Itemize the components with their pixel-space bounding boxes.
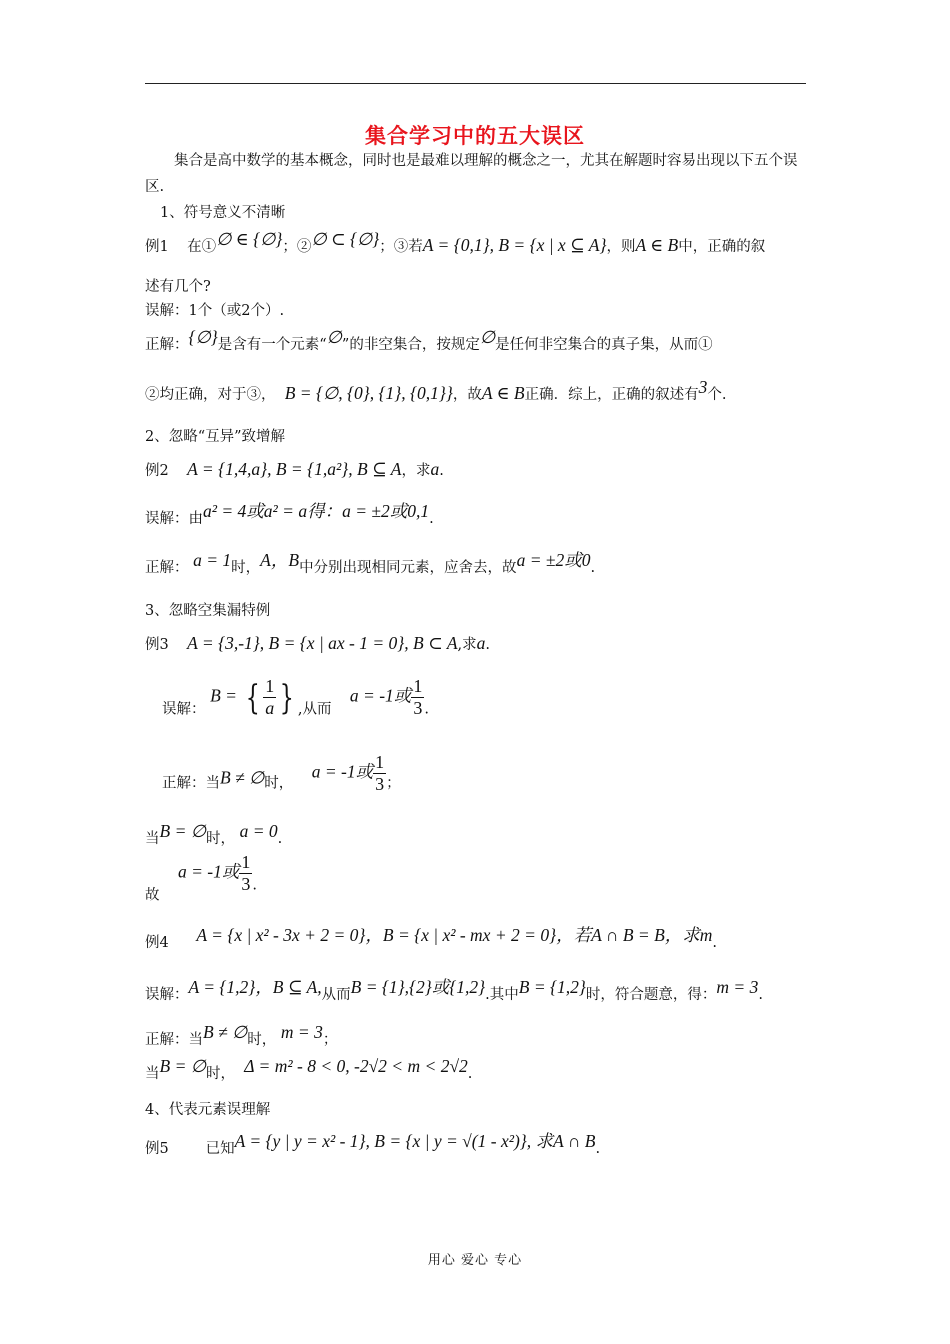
math: B = {1},{2}或{1,2} <box>350 977 486 997</box>
math: B ≠ ∅ <box>203 1022 248 1042</box>
math: B ≠ ∅ <box>220 767 265 788</box>
math: B = ∅ <box>159 821 206 841</box>
right-solution: 正解：{∅}是含有一个元素“∅”的非空集合，按规定∅是任何非空集合的真子集，从而① <box>145 327 713 353</box>
right-solution: 正解：当B ≠ ∅时， a = -1或 $\frac{1}{3}$ ； <box>162 752 401 794</box>
math: B = {∅, {0}, {1}, {0,1}} <box>284 383 453 403</box>
math: A，B <box>260 550 300 570</box>
math: A ∈ B <box>481 383 525 403</box>
wrong-solution: 误解： B = { $\frac{1}{a}$ } ,从而 a = -1或 $\frac{1}{3}$ . <box>162 676 429 718</box>
math: A = {x | x² - 3x + 2 = 0}，B = {x | x² - mx + 2 = 0}，若A ∩ B = B，求m <box>196 925 713 945</box>
section-4-heading: 4、代表元素误理解 <box>145 1102 271 1118</box>
example-1-line-2: 述有几个? <box>145 279 211 295</box>
math: {∅} <box>188 327 218 347</box>
math: a = 1 <box>193 550 232 570</box>
math: ∅ <box>479 327 496 347</box>
math: a = -1或 <box>177 861 240 882</box>
empty-set-case: 当B = ∅时， a = 0. <box>145 821 283 847</box>
example-label: 例5 <box>145 1141 169 1157</box>
page-footer: 用心 爱心 专心 <box>427 1253 523 1268</box>
math: a <box>476 633 486 653</box>
right-solution-line-2: ②均正确，对于③， B = {∅, {0}, {1}, {0,1}}，故A ∈ B正确．综上，正确的叙述有3个. <box>145 377 727 403</box>
example-5: 例5 已知A = {y | y = x² - 1}, B = {x | y = √(1 - x²)}, 求A ∩ B. <box>145 1131 601 1157</box>
math: a <box>430 459 440 479</box>
right-solution: 正解： a = 1时，A，B中分别出现相同元素，应舍去，故a = ±2或0. <box>145 550 596 576</box>
math: a = ±2或0 <box>516 550 591 570</box>
section-3-heading: 3、忽略空集漏特例 <box>145 603 271 619</box>
intro-paragraph: 集合是高中数学的基本概念，同时也是最难以理解的概念之一，尤其在解题时容易出现以下五个误区. <box>145 153 798 195</box>
math: a = 0 <box>239 821 278 841</box>
math: A = {1,4,a}, B = {1,a²}, B ⊆ A <box>187 459 402 479</box>
math: m = 3 <box>716 977 759 997</box>
example-4: 例4 A = {x | x² - 3x + 2 = 0}，B = {x | x² - mx + 2 = 0}，若A ∩ B = B，求m. <box>145 925 718 951</box>
example-3: 例3 A = {3,-1}, B = {x | ax - 1 = 0}, B ⊂ A,求a. <box>145 633 490 653</box>
header-rule <box>145 83 806 84</box>
math: B = <box>210 685 237 706</box>
math: A = {y | y = x² - 1}, B = {x | y = √(1 - x²)}, 求A ∩ B <box>234 1131 596 1151</box>
conclusion: 故 a = -1或 $\frac{1}{3}$ . <box>145 852 257 904</box>
section-1-heading: 1、符号意义不清晰 <box>160 205 286 221</box>
math: ∅ ⊂ {∅} <box>311 229 380 249</box>
math: a = -1或 <box>349 685 412 706</box>
math: Δ = m² - 8 < 0, -2√2 < m < 2√2 <box>244 1056 468 1076</box>
section-2-heading: 2、忽略“互异”致增解 <box>145 429 286 445</box>
example-label: 例3 <box>145 637 169 653</box>
math: B = {1,2} <box>518 977 586 997</box>
wrong-solution: 误解：由a² = 4或a² = a得：a = ±2或0,1. <box>145 501 434 527</box>
wrong-solution: 误解：A = {1,2}，B ⊆ A,从而B = {1},{2}或{1,2}.其中B = {1,2}时，符合题意，得：m = 3. <box>145 977 763 1003</box>
set-brace: { $\frac{1}{a}$ } <box>245 676 295 718</box>
math: B = ∅ <box>159 1056 206 1076</box>
wrong-solution: 误解：1个（或2个）. <box>145 303 285 319</box>
math: A = {1,2}，B ⊆ A, <box>188 977 322 997</box>
page-title: 集合学习中的五大误区 <box>365 123 585 148</box>
math: m = 3 <box>280 1022 323 1042</box>
example-label: 例1 <box>145 239 169 255</box>
math: a² = 4或a² = a得：a = ±2或0,1 <box>203 501 430 521</box>
example-label: 例4 <box>145 935 169 951</box>
example-1: 例1 在①∅ ∈ {∅}；②∅ ⊂ {∅}；③若A = {0,1}, B = {x | x ⊆ A}，则A ∈ B中，正确的叙 <box>145 229 766 255</box>
math: A = {0,1}, B = {x | x ⊆ A} <box>422 235 607 255</box>
math: ∅ <box>326 327 342 347</box>
example-label: 例2 <box>145 463 169 479</box>
math: ∅ ∈ {∅} <box>216 229 283 249</box>
empty-set-case: 当B = ∅时， Δ = m² - 8 < 0, -2√2 < m < 2√2. <box>145 1056 473 1082</box>
math: a = -1或 <box>311 761 374 782</box>
math: A ∈ B <box>635 235 679 255</box>
right-solution: 正解：当B ≠ ∅时， m = 3； <box>145 1022 338 1048</box>
math: 3 <box>698 377 708 397</box>
example-2: 例2 A = {1,4,a}, B = {1,a²}, B ⊆ A，求a. <box>145 459 444 479</box>
math: A = {3,-1}, B = {x | ax - 1 = 0}, B ⊂ A <box>187 633 458 653</box>
